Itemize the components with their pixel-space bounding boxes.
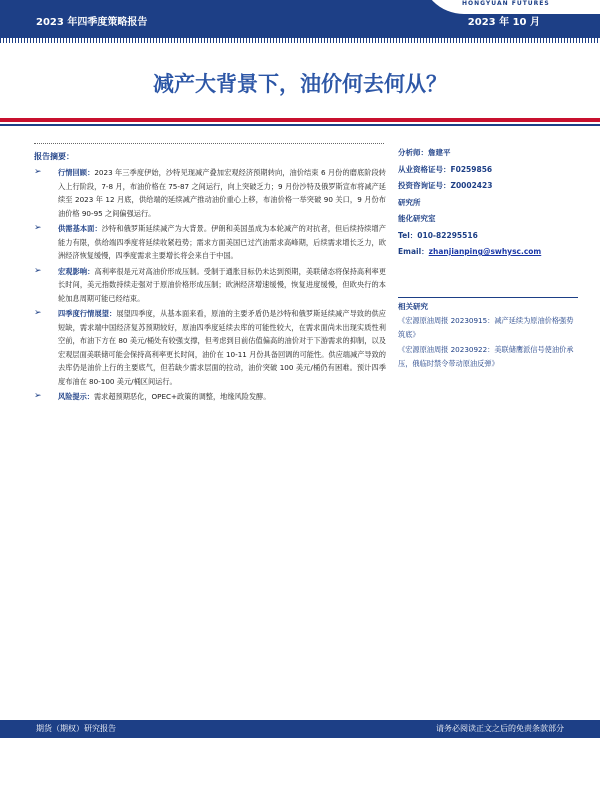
email-label: Email： [398,247,429,256]
summary-item-macro [34,265,386,306]
analyst-cert-number: 从业资格证号：F0259856 [398,164,493,174]
footer-report-type: 期货（期权）研究报告 [36,724,116,733]
arrow-bullet-icon: ➢ [34,391,42,401]
analyst-center: 能化研究室 [398,214,436,223]
summary-item-text: 高利率很是元对高油价形成压制。受制于通胀目标仍未达到预期，美联储态将保持高利率更长时间，美元指数持续走强对于原油价格形成压制；欧洲经济增速缓慢，恢复进度缓慢，但欧央行的本轮加息周期可能已经结束。 [58,266,386,303]
report-date: 2023 年 10 月 [467,17,540,28]
report-title: 减产大背景下，油价何去何从？ [153,72,447,96]
title-blue-rule [0,124,600,126]
summary-item-text: 沙特和俄罗斯延续减产为大背景。伊朗和美国虽成为本轮减产的对抗者，但后续持续增产能力有限，供给端四季度将延续收紧趋势；需求方面美国已过汽油需求高峰期，后续需求增长乏力，欧洲经济恢复缓慢，四季度需求主要增长将会来自于中国。 [58,224,386,260]
summary-item-risk [34,390,386,404]
summary-item-heading: 宏观影响： [58,266,95,276]
analyst-consult-number: 投资咨询证号：Z0002423 [398,181,493,190]
footer-disclaimer-note: 请务必阅读正文之后的免责条款部分 [436,724,564,733]
arrow-bullet-icon: ➢ [34,223,42,233]
company-logo: HONGYUAN FUTURES [462,0,550,7]
dotted-divider [34,143,384,144]
report-series: 2023 年四季度策略报告 [36,17,148,28]
related-research-item[interactable]: 《宏源原油周报 20230922：美联储鹰派信号使油价承压，俄临时禁令带动原油反弹》 [398,345,574,368]
summary-list [34,166,386,406]
analyst-name: 分析师：詹建平 [398,148,451,157]
summary-item-text: 2023 年三季度伊始，沙特见现减产叠加宏观经济预期转向，油价结束 6 月份的磨底阶段转入上行阶段，7-8 月，布油价格在 75-87 之间运行，向上突破乏力；9 月份沙特及俄罗斯宣布将减产延续至 2023 年 12 月底，供给端的延续减产推动油价重心上移，布油价格一举突破 90 关口，9 月份布油价格 90-95 之间偏强运行。 [58,168,386,218]
analyst-phone: Tel：010-82295516 [398,230,478,240]
summary-item-heading: 四季度行情展望： [58,309,117,318]
header-hatch-divider [0,38,600,43]
summary-item-text: 需求超预期恶化，OPEC+政策的调整，地缘风险发酵。 [93,392,271,401]
summary-item-heading: 供需基本面： [58,224,102,233]
summary-item-review [34,166,386,220]
related-research-list [398,314,576,372]
summary-label: 报告摘要： [34,152,74,161]
arrow-bullet-icon: ➢ [34,308,42,318]
summary-item-outlook [34,307,386,388]
summary-item-heading: 行情回顾： [58,168,95,177]
summary-item-fundamentals [34,222,386,263]
analyst-email-row [398,244,570,261]
summary-item-heading: 风险提示： [58,392,94,401]
related-research-item[interactable]: 《宏源原油周报 20230915：减产延续为原油价格强势筑底》 [398,316,574,339]
arrow-bullet-icon: ➢ [34,265,42,276]
analyst-department: 研究所 [398,197,421,207]
arrow-bullet-icon: ➢ [34,167,42,177]
footer-bar [0,720,600,738]
analyst-info [398,145,570,261]
related-research-label: 相关研究 [398,302,428,311]
title-red-rule [0,118,600,122]
analyst-email-link[interactable]: zhanjianping@swhysc.com [428,247,542,256]
summary-item-text: 展望四季度，从基本面来看，原油的主要矛盾仍是沙特和俄罗斯延续减产导致的供应短缺，需求端中国经济复苏预期较好，原油四季度延续去库的可能性较大，在需求面尚未出现实质性利空前，布油下方在 80 美元/桶处有较强支撑，但考虑到目前估值偏高的油价对于下游需求的抑制，以及宏观层面美联储可能会保持高利率更长时间，油价在 10-11 月份具备回调的可能性。供应端减产导致的去库仍是油价上行的主要底气，但若缺少需求层面的拉动，油价突破 100 美元/桶仍有困难。预计四季度布油在 80-100 美元/桶区间运行。 [58,309,386,386]
related-divider [398,297,578,298]
